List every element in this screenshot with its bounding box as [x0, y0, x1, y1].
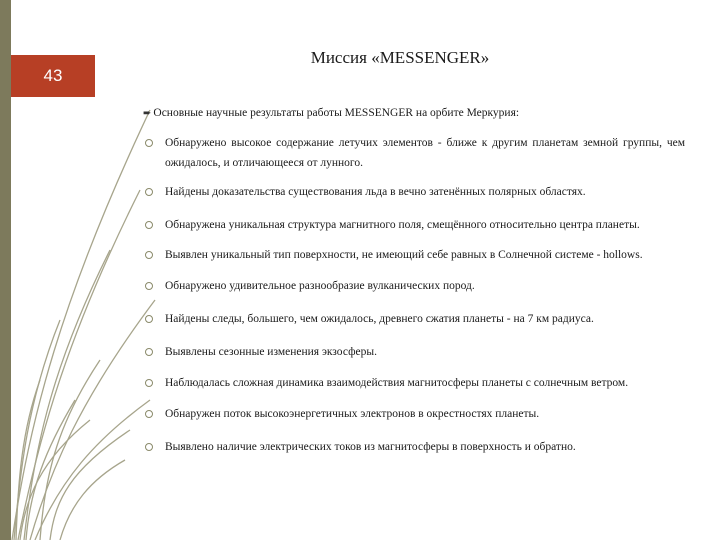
circle-bullet-icon	[145, 282, 153, 290]
circle-bullet-icon	[145, 315, 153, 323]
list-item: Найдены доказательства существования льда в вечно затенённых полярных областях.	[145, 182, 685, 202]
list-item: Обнаружено удивительное разнообразие вулканических пород.	[145, 276, 685, 296]
results-list	[145, 133, 685, 457]
list-item: Найдены следы, большего, чем ожидалось, древнего сжатия планеты - на 7 км радиуса.	[145, 309, 685, 329]
list-item: Обнаружена уникальная структура магнитного поля, смещённого относительно центра планеты.	[145, 215, 685, 235]
slide-title: Миссия «MESSENGER»	[310, 48, 490, 67]
circle-bullet-icon	[145, 188, 153, 196]
list-item: Обнаружен поток высокоэнергетичных электронов в окрестностях планеты.	[145, 404, 685, 424]
circle-bullet-icon	[145, 443, 153, 451]
circle-bullet-icon	[145, 410, 153, 418]
list-item: Выявлены сезонные изменения экзосферы.	[145, 342, 685, 362]
subtitle-text: Основные научные результаты работы MESSENGER на орбите Меркурия:	[153, 107, 520, 119]
list-item: Выявлено наличие электрических токов из магнитосферы в поверхность и обратно.	[145, 437, 685, 457]
slide-number: 43	[11, 55, 95, 97]
list-item: Выявлен уникальный тип поверхности, не имеющий себе равных в Солнечной системе - hollows.	[145, 245, 685, 265]
circle-bullet-icon	[145, 139, 153, 147]
circle-bullet-icon	[145, 221, 153, 229]
list-item: Обнаружено высокое содержание летучих элементов - ближе к другим планетам земной группы, чем ожидалось, и отличающееся от лунного.	[145, 133, 685, 173]
arrow-bullet-icon: ➨	[143, 108, 152, 119]
list-item: Наблюдалась сложная динамика взаимодействия магнитосферы планеты с солнечным ветром.	[145, 373, 685, 393]
circle-bullet-icon	[145, 379, 153, 387]
circle-bullet-icon	[145, 348, 153, 356]
slide-subtitle	[143, 107, 703, 119]
circle-bullet-icon	[145, 251, 153, 259]
